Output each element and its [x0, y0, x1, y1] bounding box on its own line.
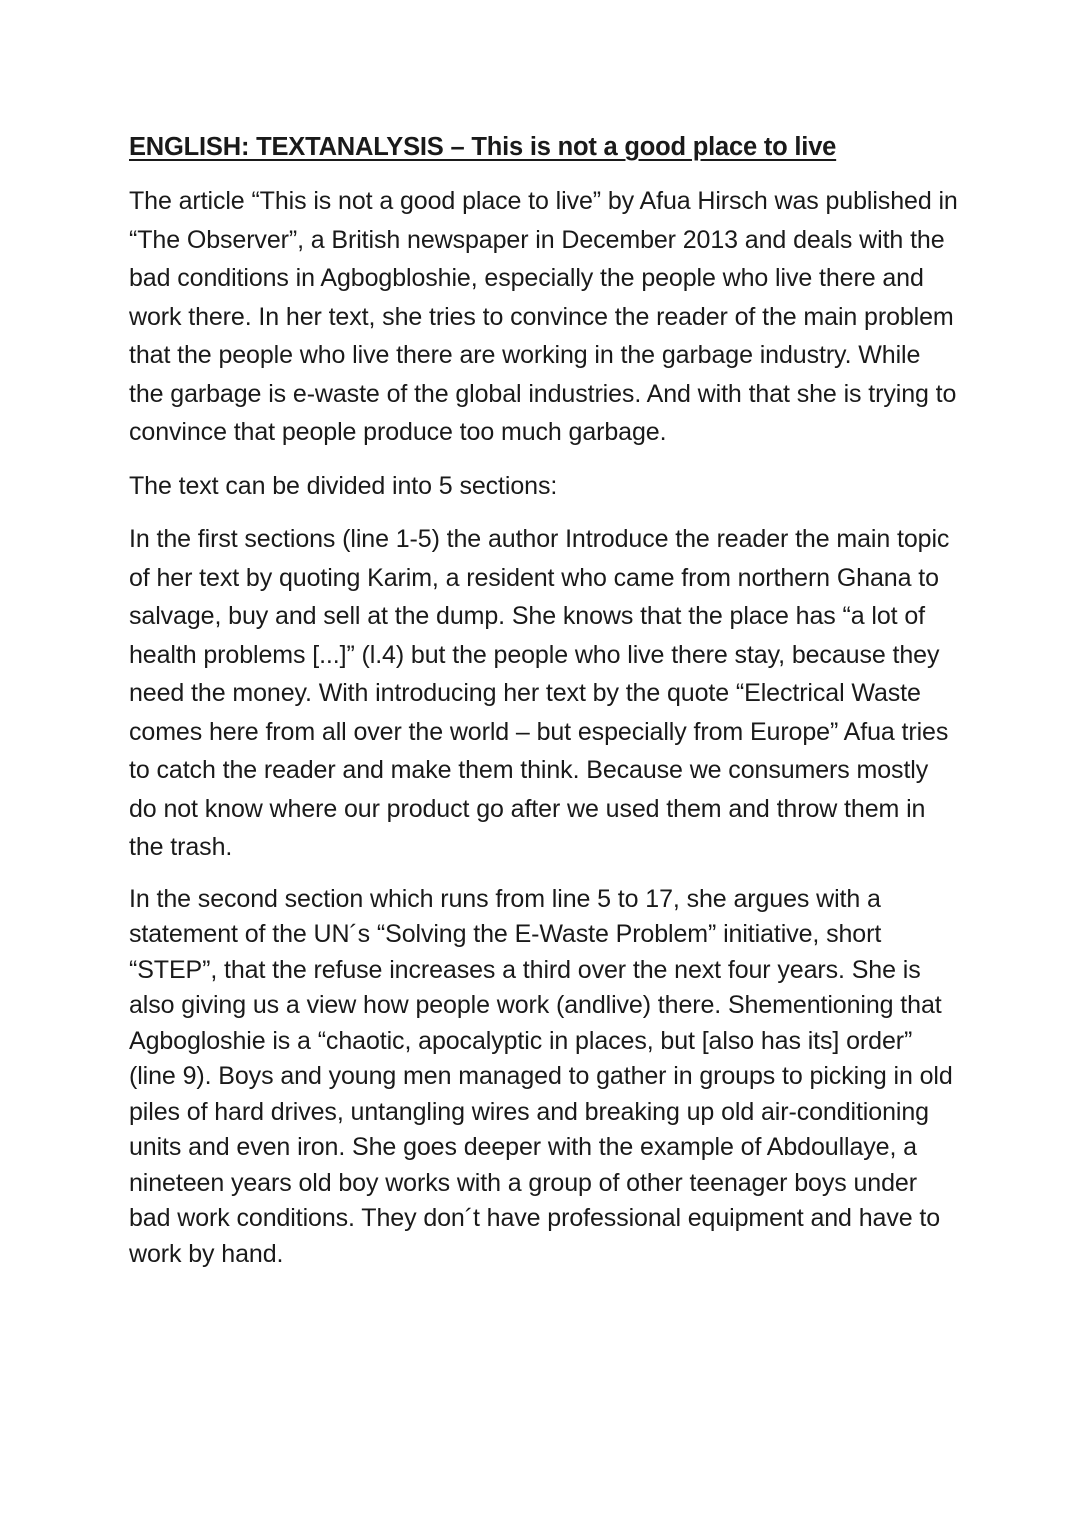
- paragraph-first-section: In the first sections (line 1-5) the author Introduce the reader the main topic of her text by quoting Karim, a resident who came from northern Ghana to salvage, buy and sell at the dump. She knows that the place has “a lot of health problems [...]” (l.4) but the people who live there stay, because they need the money. With introducing her text by the quote “Electrical Waste comes here from all over the world – but especially from Europe” Afua tries to catch the reader and make them think. Because we consumers mostly do not know where our product go after we used them and throw them in the trash.: [129, 525, 950, 861]
- paragraph-sections-overview: The text can be divided into 5 sections:: [129, 471, 558, 500]
- document-body: [129, 126, 959, 1287]
- document-title: ENGLISH: TEXTANALYSIS – This is not a good place to live: [129, 133, 837, 161]
- paragraph-introduction: The article “This is not a good place to live” by Afua Hirsch was published in “The Observer”, a British newspaper in December 2013 and deals with the bad conditions in Agbogbloshie, especially the people who live there and work there. In her text, she tries to convince the reader of the main problem that the people who live there are working in the garbage industry. While the garbage is e-waste of the global industries. And with that she is trying to convince that people produce too much garbage.: [129, 187, 958, 446]
- paragraph-second-section: In the second section which runs from line 5 to 17, she argues with a statement of the UN´s “Solving the E-Waste Problem” initiative, short “STEP”, that the refuse increases a third over the next four years. She is also giving us a view how people work (andlive) there. Shementioning that Agbogloshie is a “chaotic, apocalyptic in places, but [also has its] order” (line 9). Boys and young men managed to gather in groups to picking in old piles of hard drives, untangling wires and breaking up old air-conditioning units and even iron. She goes deeper with the example of Abdoullaye, a nineteen years old boy works with a group of other teenager boys under bad work conditions. They don´t have professional equipment and have to work by hand.: [129, 884, 953, 1268]
